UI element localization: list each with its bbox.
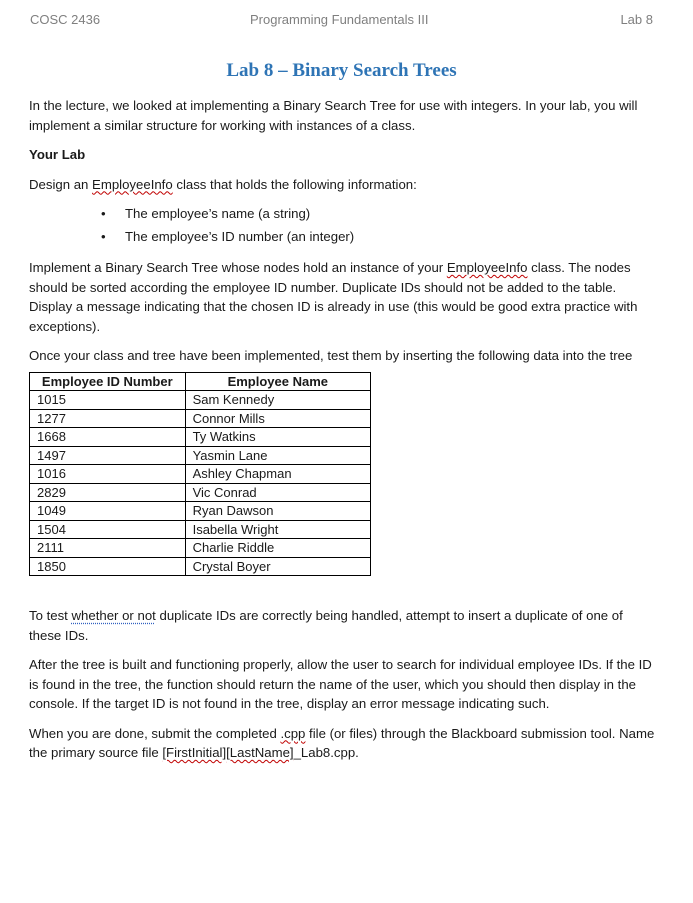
bullet-icon: • bbox=[101, 228, 106, 244]
table-row bbox=[30, 539, 371, 558]
info-bullet-list bbox=[29, 204, 657, 246]
design-paragraph bbox=[29, 175, 657, 195]
implement-paragraph bbox=[29, 258, 657, 336]
duplicates-text-before: To test bbox=[29, 608, 72, 623]
cell-name: Vic Conrad bbox=[185, 483, 370, 502]
header-course: COSC 2436 bbox=[30, 12, 101, 27]
duplicates-text-after: duplicate IDs are correctly being handled, attempt to insert a duplicate of one of these IDs. bbox=[29, 608, 623, 643]
submit-text-1: When you are done, submit the completed bbox=[29, 725, 281, 741]
cell-name: Charlie Riddle bbox=[185, 539, 370, 558]
design-text-after: class that holds the following information: bbox=[172, 176, 417, 192]
grammar-flag-phrase: whether or not bbox=[71, 608, 156, 623]
implement-text-before: Implement a Binary Search Tree whose nodes hold an instance of your bbox=[29, 260, 447, 275]
class-name-misspell: EmployeeInfo bbox=[92, 176, 173, 192]
table-row bbox=[30, 557, 371, 576]
list-item bbox=[29, 227, 657, 247]
test-intro-paragraph: Once your class and tree have been implemented, test them by inserting the following data into the tree bbox=[29, 348, 633, 363]
cell-id: 1016 bbox=[30, 465, 186, 484]
table-header-row bbox=[30, 372, 371, 391]
filename-last-name: [LastName] bbox=[226, 745, 294, 760]
cell-id: 1049 bbox=[30, 502, 186, 521]
table-row bbox=[30, 483, 371, 502]
table-row bbox=[30, 428, 371, 447]
column-header-name: Employee Name bbox=[185, 372, 370, 391]
table-row bbox=[30, 502, 371, 521]
cell-name: Ty Watkins bbox=[185, 428, 370, 447]
cell-id: 1850 bbox=[30, 557, 186, 576]
cell-name: Crystal Boyer bbox=[185, 557, 370, 576]
cell-name: Ashley Chapman bbox=[185, 465, 370, 484]
cell-id: 1668 bbox=[30, 428, 186, 447]
duplicates-paragraph bbox=[29, 606, 657, 645]
cell-name: Ryan Dawson bbox=[185, 502, 370, 521]
class-name-misspell: EmployeeInfo bbox=[446, 260, 528, 275]
cell-id: 1504 bbox=[30, 520, 186, 539]
header-lab-number: Lab 8 bbox=[620, 12, 653, 27]
cell-name: Yasmin Lane bbox=[185, 446, 370, 465]
intro-paragraph: In the lecture, we looked at implementing a Binary Search Tree for use with integers. In your lab, you will implement a similar structure for working with instances of a class. bbox=[29, 98, 638, 133]
cell-id: 2829 bbox=[30, 483, 186, 502]
file-extension: .cpp bbox=[280, 725, 306, 741]
list-item bbox=[29, 204, 657, 224]
bullet-text: The employee’s ID number (an integer) bbox=[125, 228, 355, 244]
cell-id: 1015 bbox=[30, 391, 186, 410]
bullet-text: The employee’s name (a string) bbox=[125, 206, 311, 221]
your-lab-heading: Your Lab bbox=[29, 147, 86, 162]
cell-id: 2111 bbox=[30, 539, 186, 558]
bullet-icon: • bbox=[101, 206, 106, 221]
cell-name: Connor Mills bbox=[185, 409, 370, 428]
page-header bbox=[30, 12, 653, 30]
submit-text-3: _Lab8.cpp. bbox=[293, 745, 359, 760]
table-row bbox=[30, 446, 371, 465]
cell-id: 1277 bbox=[30, 409, 186, 428]
filename-first-initial: [FirstInitial] bbox=[162, 745, 227, 760]
table-row bbox=[30, 465, 371, 484]
cell-name: Isabella Wright bbox=[185, 520, 370, 539]
header-course-title: Programming Fundamentals III bbox=[250, 12, 429, 27]
cell-id: 1497 bbox=[30, 446, 186, 465]
submit-paragraph bbox=[29, 724, 657, 763]
cell-name: Sam Kennedy bbox=[185, 391, 370, 410]
implement-text-after: class. The nodes should be sorted according the employee ID number. Duplicate IDs should not be added to the table. Display a message indicating that the chosen ID is already in use (this would be good extra practice with exceptions). bbox=[29, 260, 638, 334]
table-row bbox=[30, 409, 371, 428]
employee-table bbox=[29, 372, 371, 577]
table-row bbox=[30, 520, 371, 539]
table-row bbox=[30, 391, 371, 410]
submit-text-2: file (or files) through the Blackboard submission tool. Name the primary source file bbox=[29, 725, 655, 760]
design-text-before: Design an bbox=[29, 176, 93, 192]
column-header-id: Employee ID Number bbox=[30, 372, 186, 391]
search-paragraph: After the tree is built and functioning properly, allow the user to search for individual employee IDs. If the ID is found in the tree, the function should return the name of the user, which you should then display in the console. If the target ID is not found in the tree, display an error message indicating such. bbox=[29, 657, 652, 711]
document-body bbox=[29, 96, 657, 773]
page-title: Lab 8 – Binary Search Trees bbox=[226, 60, 457, 81]
